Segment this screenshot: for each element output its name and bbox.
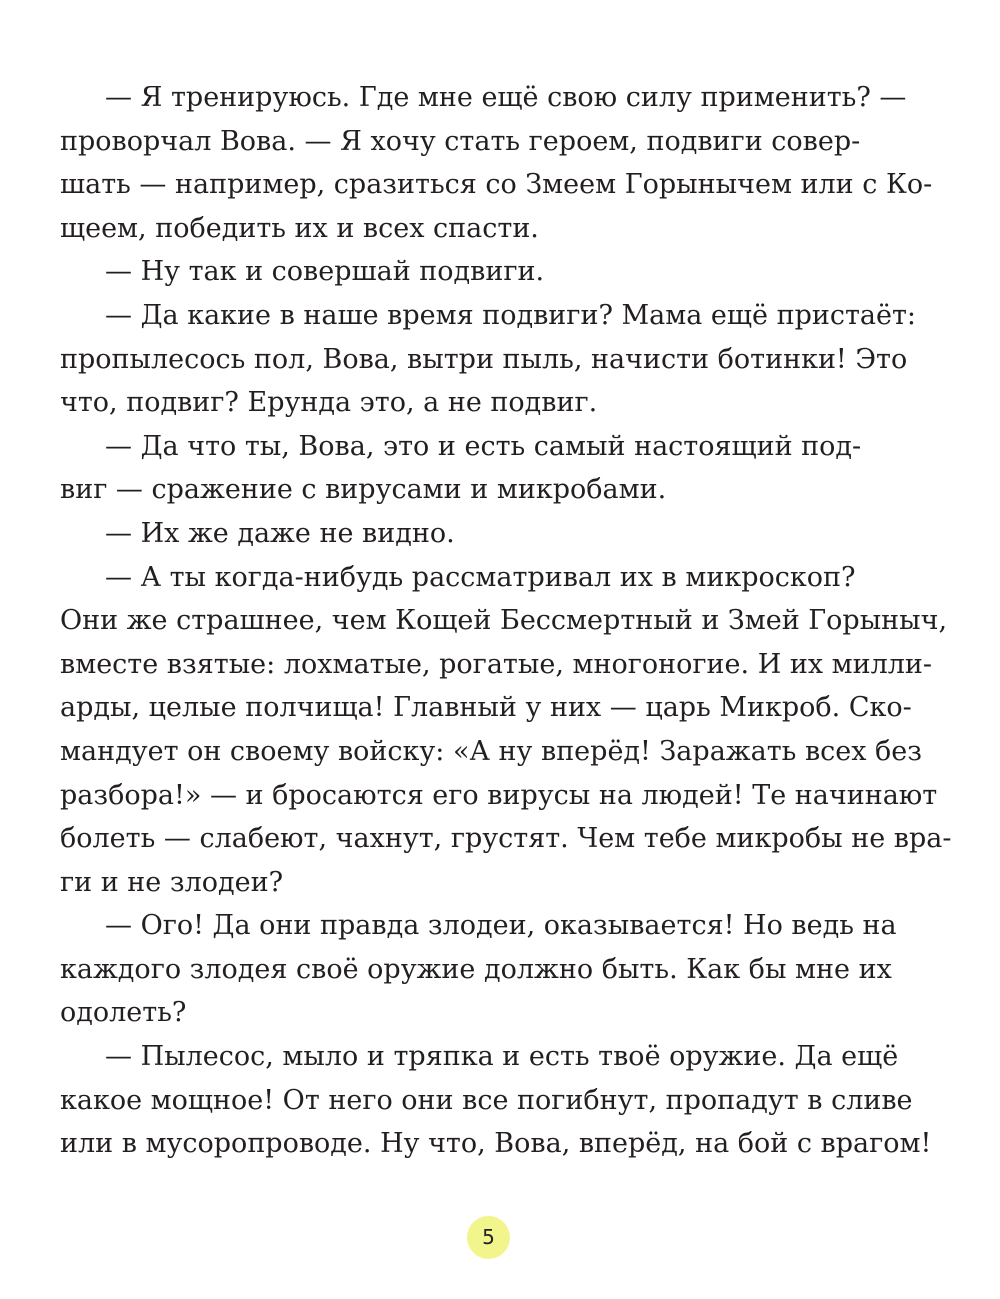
story-text xyxy=(60,76,952,1166)
text-line: какое мощное! От него они все погибнут, пропадут в сливе xyxy=(60,1084,913,1116)
text-line: — Я тренируюсь. Где мне ещё свою силу применить? — xyxy=(105,82,907,113)
text-line: мандует он своему войску: «А ну вперёд! Заражать всех без xyxy=(60,735,923,767)
text-line: что, подвиг? Ерунда это, а не подвиг. xyxy=(60,387,598,419)
text-line: или в мусоропроводе. Ну что, Вова, вперёд, на бой с врагом! xyxy=(60,1128,932,1160)
text-line: — Ну так и совершай подвиги. xyxy=(105,256,545,288)
text-line: виг — сражение с вирусами и микробами. xyxy=(60,474,667,506)
text-line: Они же страшнее, чем Кощей Бессмертный и Змей Горыныч, xyxy=(60,605,948,637)
text-line: разбора!» — и бросаются его вирусы на людей! Те начинают xyxy=(60,779,938,811)
text-line: вместе взятые: лохматые, рогатые, многоногие. И их милли- xyxy=(60,648,933,680)
page-number-badge: 5 xyxy=(467,1216,510,1259)
text-line: — Да какие в наше время подвиги? Мама ещё пристаёт: xyxy=(105,299,917,331)
text-line: — Пылесос, мыло и тряпка и есть твоё оружие. Да ещё xyxy=(105,1041,899,1073)
text-line: — А ты когда-нибудь рассматривал их в микроскоп? xyxy=(105,561,856,593)
text-line: одолеть? xyxy=(60,997,187,1029)
text-line: — Да что ты, Вова, это и есть самый настоящий под- xyxy=(105,430,862,462)
text-line: — Ого! Да они правда злодеи, оказывается! Но ведь на xyxy=(105,910,897,942)
text-line: — Их же даже не видно. xyxy=(105,517,455,549)
text-line: арды, целые полчища! Главный у них — царь Микроб. Ско- xyxy=(60,692,912,724)
text-line: проворчал Вова. — Я хочу стать героем, подвиги совер- xyxy=(60,125,861,157)
text-line: болеть — слабеют, чахнут, грустят. Чем тебе микробы не вра- xyxy=(60,823,952,855)
text-line: щеем, победить их и всех спасти. xyxy=(60,212,539,244)
text-line: каждого злодея своё оружие должно быть. Как бы мне их xyxy=(60,953,892,985)
text-line: ги и не злодеи? xyxy=(60,866,284,898)
text-line: шать — например, сразиться со Змеем Горынычем или с Ко- xyxy=(60,169,933,201)
text-line: пропылесось пол, Вова, вытри пыль, начисти ботинки! Это xyxy=(60,343,908,375)
